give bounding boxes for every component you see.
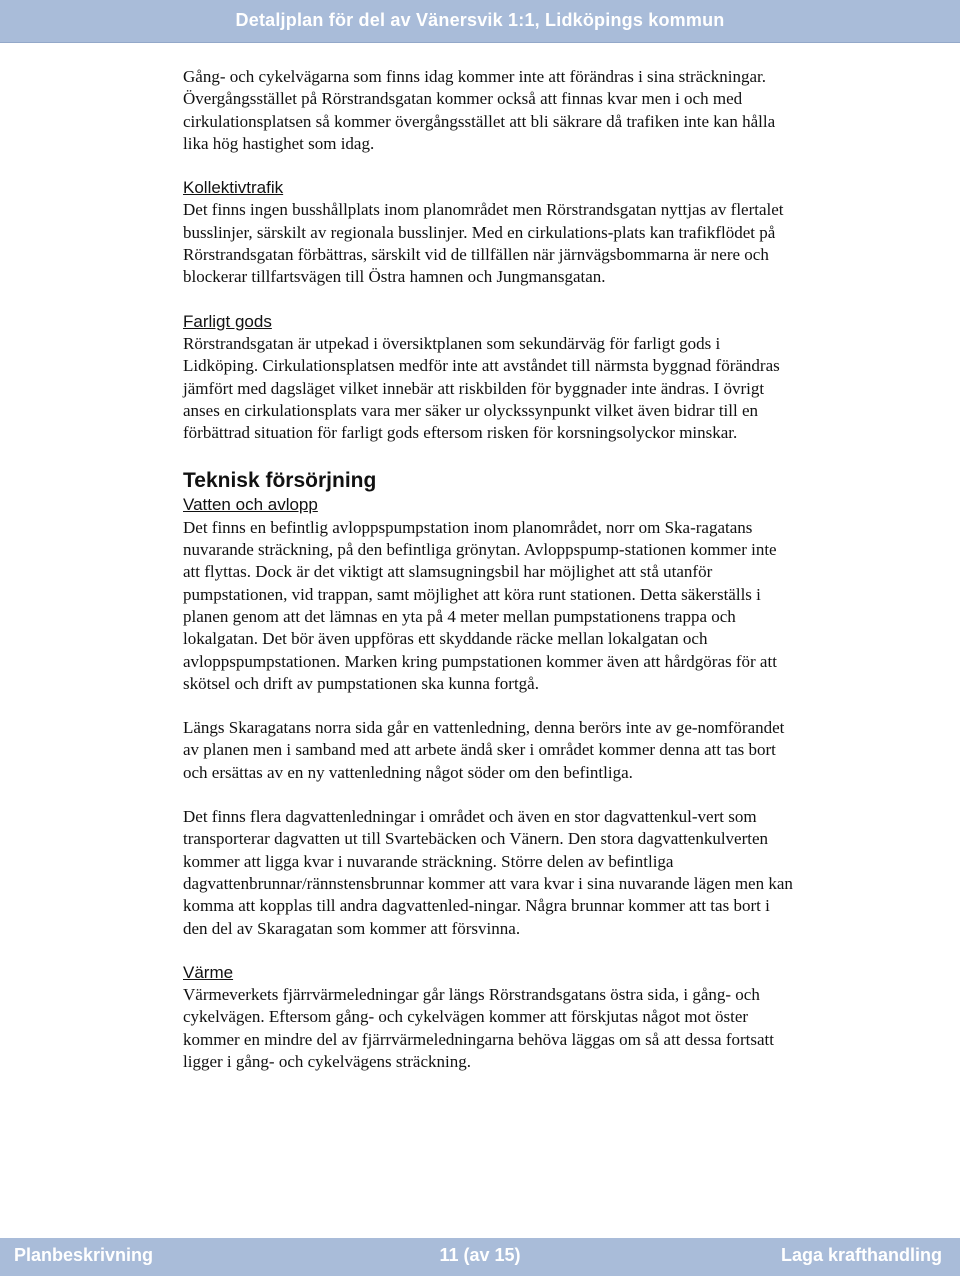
heading-kollektivtrafik: Kollektivtrafik: [183, 178, 284, 198]
vatten-paragraph-3: Det finns flera dagvattenledningar i området och även en stor dagvattenkul-vert som transporterar dagvatten ut till Svartebäcken och Vänern. Den stora dagvattenkulverten kommer att ligga kvar i nuvarande sträckning. Större delen av befintliga dagvattenbrunnar/rännstensbrunnar kommer att vara kvar i sina nuvarande lägen men kan komma att kopplas till andra dagvattenled-ningar. Några brunnar kommer att tas bort i den del av Skaragatan som kommer att försvinna.: [183, 807, 793, 938]
page-content: [183, 66, 793, 1073]
vatten-paragraph-1: Det finns en befintlig avloppspumpstation inom planområdet, norr om Ska-ragatans nuvarande sträckning, på den befintliga grönytan. Avloppspump-stationen kommer inte att flyttas. Dock är det viktigt att slamsugningsbil har möjlighet att stå utanför pumpstationen, vid trappan, samt möjlighet att köra runt stationen. Detta säkerställs i planen genom att det lämnas en yta på 4 meter mellan pumpstationens trappa och lokalgatan. Det bör även uppföras ett skyddande räcke mellan lokalgatan och avloppspumpstationen. Marken kring pumpstationen kommer även att hårdgöras för att skötsel och drift av pumpstationen ska kunna fortgå.: [183, 517, 777, 693]
footer-page-number: 11 (av 15): [439, 1245, 521, 1265]
page-footer: [0, 1238, 960, 1276]
kollektivtrafik-paragraph: Det finns ingen busshållplats inom planområdet men Rörstrandsgatan nyttjas av flertalet busslinjer, särskilt av regionala busslinjer. Med en cirkulations-plats kan trafikflödet på Rörstrandsgatan förbättras, särskilt vid de tillfällen när järnvägsbommarna är nere och blockerar tillfartsvägen till Östra hamnen och Jungmansgatan.: [183, 200, 784, 287]
farligt-gods-paragraph: Rörstrandsgatan är utpekad i översiktplanen som sekundärväg för farligt gods i Lidköping. Cirkulationsplatsen medför inte att avståndet till närmsta byggnad förändras jämfört med dagsläget vilket innebär att riskbilden för byggnader inte ändras. I övrigt anses en cirkulationsplats vara mer säker ur olyckssynpunkt vilket även bidrar till en förbättrad situation för farligt gods eftersom risken för korsningsolyckor minskar.: [183, 333, 780, 443]
footer-document-type: Planbeskrivning: [14, 1245, 154, 1265]
heading-vatten-avlopp: Vatten och avlopp: [183, 495, 318, 515]
heading-farligt-gods: Farligt gods: [183, 311, 272, 331]
section-title-teknisk: Teknisk försörjning: [183, 469, 377, 493]
page-header: [0, 0, 960, 43]
heading-varme: Värme: [183, 962, 234, 982]
vatten-paragraph-2: Längs Skaragatans norra sida går en vattenledning, denna berörs inte av ge-nomförandet av planen men i samband med att arbete ändå sker i området kommer denna att tas bort och ersättas av en ny vattenledning något söder om den befintliga.: [183, 718, 785, 782]
footer-status: Laga krafthandling: [780, 1245, 942, 1265]
varme-paragraph: Värmeverkets fjärrvärmeledningar går längs Rörstrandsgatans östra sida, i gång- och cykelvägen. Eftersom gång- och cykelvägen kommer att förskjutas något mot öster kommer en mindre del av fjärrvärmeledningarna behöva läggas om så att dessa fortsatt ligger i gång- och cykelvägens sträckning.: [183, 985, 775, 1071]
intro-paragraph: Gång- och cykelvägarna som finns idag kommer inte att förändras i sina sträckningar. Övergångsstället på Rörstrandsgatan kommer också att finnas kvar men i och med cirkulationsplatsen så kommer övergångsstället att bli säkrare då trafiken inte kan hålla lika hög hastighet som idag.: [183, 67, 776, 153]
document-title: Detaljplan för del av Vänersvik 1:1, Lidköpings kommun: [235, 10, 725, 30]
